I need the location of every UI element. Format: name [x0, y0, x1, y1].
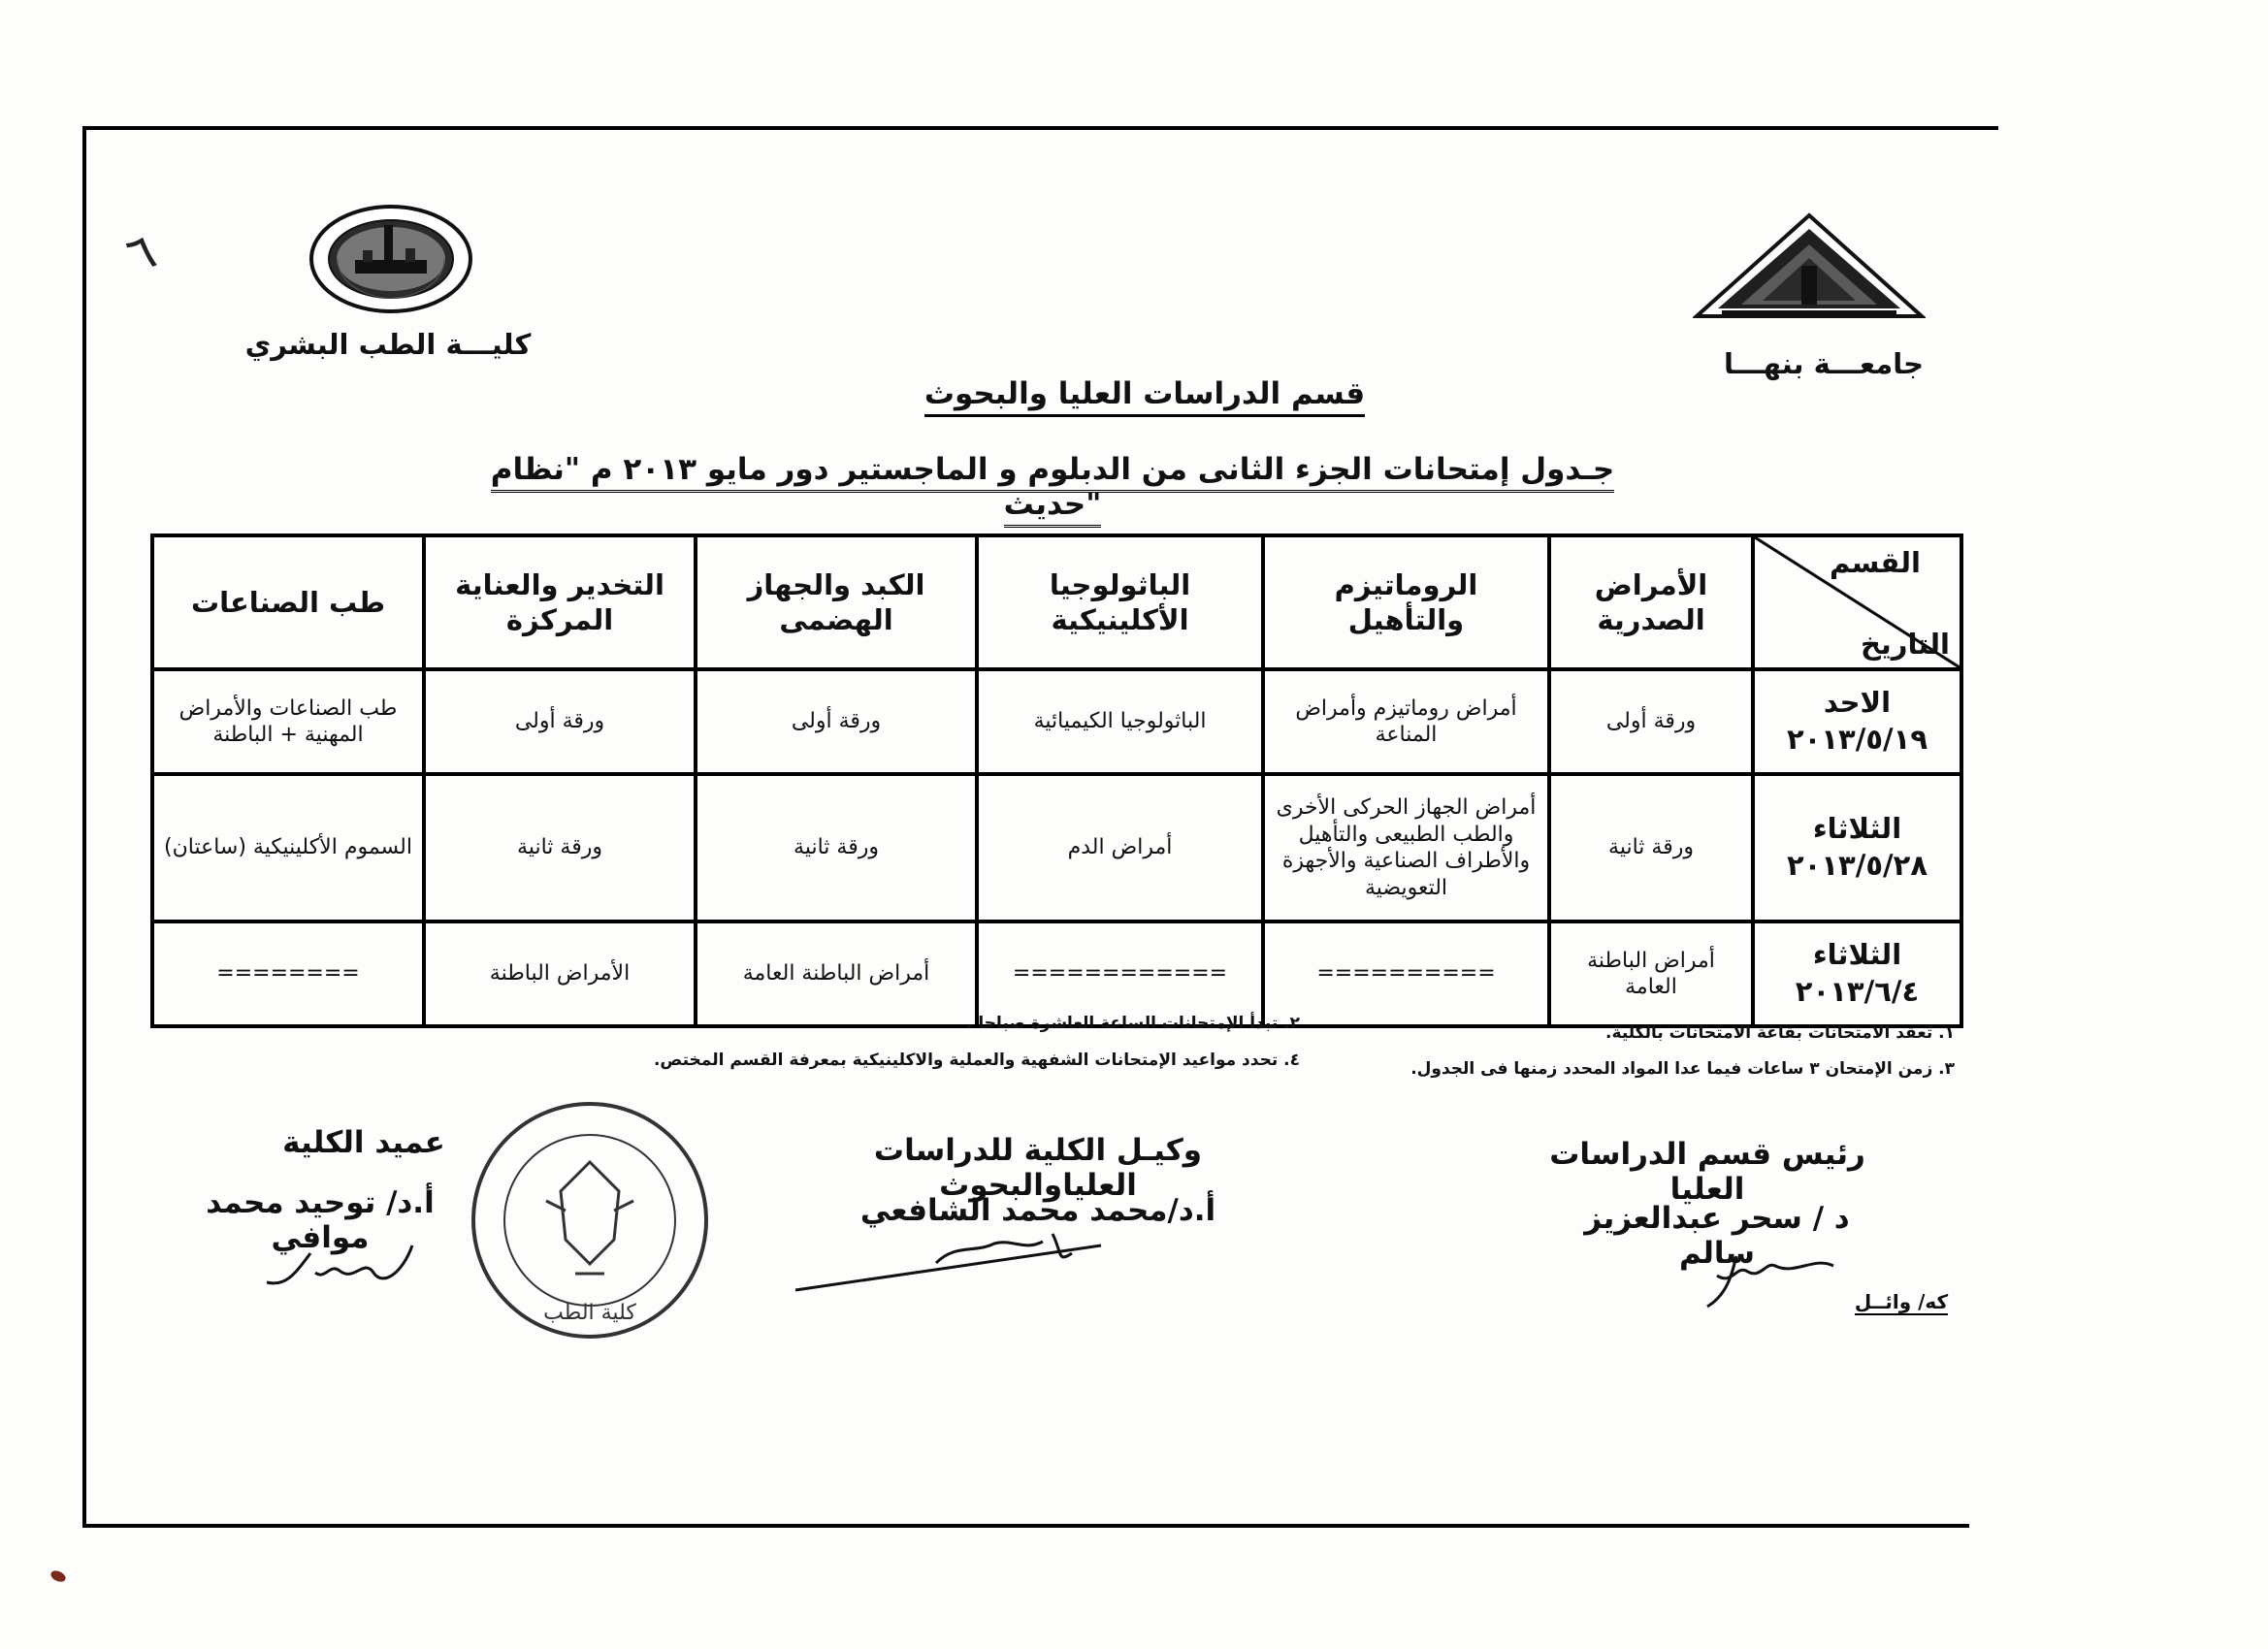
note-3: ٣. زمن الإمتحان ٣ ساعات فيما عدا المواد المحدد زمنها فى الجدول. — [1410, 1059, 1955, 1079]
corner-cell — [1753, 535, 1961, 669]
faculty-seal-logo — [308, 204, 473, 315]
ink-mark — [49, 1568, 68, 1584]
university-logo — [1693, 211, 1926, 328]
table-cell: ورقة ثانية — [1549, 774, 1753, 922]
table-cell: السموم الأكلينيكية (ساعتان) — [152, 774, 424, 922]
official-stamp — [464, 1094, 716, 1346]
typist-initials — [1838, 1290, 1964, 1313]
table-cell: ورقة ثانية — [696, 774, 977, 922]
table-cell: الباثولوجيا الكيميائية — [977, 669, 1263, 774]
table-cell: طب الصناعات والأمراض المهنية + الباطنة — [152, 669, 424, 774]
table-cell: ورقة أولى — [1549, 669, 1753, 774]
table-cell: أمراض الجهاز الحركى الأخرى والطب الطبيعى والتأهيل والأطراف الصناعية والأجهزة التعويضية — [1263, 774, 1549, 922]
day-label: الثلاثاء — [1812, 812, 1902, 846]
note-4: ٤. تحدد مواعيد الإمتحانات الشفهية والعملية والاكلينيكية بمعرفة القسم المختص. — [653, 1051, 1300, 1070]
table-cell: الأمراض الباطنة — [424, 922, 696, 1026]
head-of-department-title: رئيس قسم الدراسات العليا — [1549, 1137, 1865, 1207]
frame-top-line — [82, 126, 1998, 130]
table-row — [152, 922, 1961, 1026]
vice-dean-signature-image — [791, 1224, 1111, 1297]
date-label: ٢٠١٣/٥/٢٨ — [1786, 849, 1928, 882]
frame-bottom-line — [82, 1524, 1969, 1528]
date-label: ٢٠١٣/٦/٤ — [1795, 975, 1920, 1008]
exam-schedule-table — [150, 534, 1963, 1028]
university-name: جامعـــة بنهـــا — [1723, 347, 1925, 380]
date-cell — [1753, 922, 1961, 1026]
day-label: الثلاثاء — [1812, 938, 1902, 972]
table-cell: أمراض الدم — [977, 774, 1263, 922]
vice-dean-name: أ.د/محمد محمد الشافعي — [859, 1193, 1216, 1228]
table-row — [152, 774, 1961, 922]
date-label: ٢٠١٣/٥/١٩ — [1786, 723, 1928, 756]
column-header: طب الصناعات — [152, 535, 424, 669]
schedule-title-text: جـدول إمتحانات الجزء الثانى من الدبلوم و الماجستير دور مايو ٢٠١٣ م "نظام حديث" — [491, 452, 1615, 528]
schedule-title — [485, 452, 1620, 522]
department-title-text: قسم الدراسات العليا والبحوث — [924, 376, 1365, 417]
corner-date-label: التاريخ — [1860, 627, 1950, 661]
table-cell: أمراض الباطنة العامة — [696, 922, 977, 1026]
typist-text: كه/ وائــل — [1854, 1290, 1949, 1313]
dean-signature-image — [257, 1234, 422, 1297]
table-cell: أمراض الباطنة العامة — [1549, 922, 1753, 1026]
stamp-text: كلية الطب — [543, 1301, 636, 1325]
table-row — [152, 669, 1961, 774]
table-cell: أمراض روماتيزم وأمراض المناعة — [1263, 669, 1549, 774]
table-cell: ============ — [977, 922, 1263, 1026]
table-cell: ورقة ثانية — [424, 774, 696, 922]
date-cell — [1753, 774, 1961, 922]
head-signature-image — [1678, 1237, 1843, 1314]
dean-name: أ.د/ توحيد محمد موافي — [206, 1185, 435, 1255]
day-label: الاحد — [1823, 686, 1892, 720]
column-header: الباثولوجيا الأكلينيكية — [977, 535, 1263, 669]
vice-dean-title: وكيـل الكلية للدراسات العلياوالبحوث — [873, 1133, 1203, 1203]
table-header-row — [152, 535, 1961, 669]
dean-title: عميد الكلية — [282, 1125, 445, 1160]
table-cell: ورقة أولى — [424, 669, 696, 774]
table-cell: ========== — [1263, 922, 1549, 1026]
page-number: ٦ — [118, 222, 163, 284]
column-header: التخدير والعناية المركزة — [424, 535, 696, 669]
column-header: الكبد والجهاز الهضمى — [696, 535, 977, 669]
column-header: الروماتيزم والتأهيل — [1263, 535, 1549, 669]
column-header: الأمراض الصدرية — [1549, 535, 1753, 669]
table-cell: ورقة أولى — [696, 669, 977, 774]
note-1: ١. تعقد الامتحانات بقاعة الامتحانات بالكلية. — [1605, 1023, 1955, 1043]
corner-department-label: القسم — [1830, 546, 1921, 579]
faculty-name: كليـــة الطب البشري — [244, 328, 532, 361]
date-cell — [1753, 669, 1961, 774]
table-cell: ======== — [152, 922, 424, 1026]
department-title — [854, 376, 1436, 411]
head-of-department-name: د / سحر عبدالعزيز سالم — [1584, 1201, 1850, 1271]
note-2: ٢. تبدأ الإمتحانات الساعة العاشرة صباحا . — [966, 1014, 1300, 1033]
frame-left-line — [82, 126, 86, 1528]
